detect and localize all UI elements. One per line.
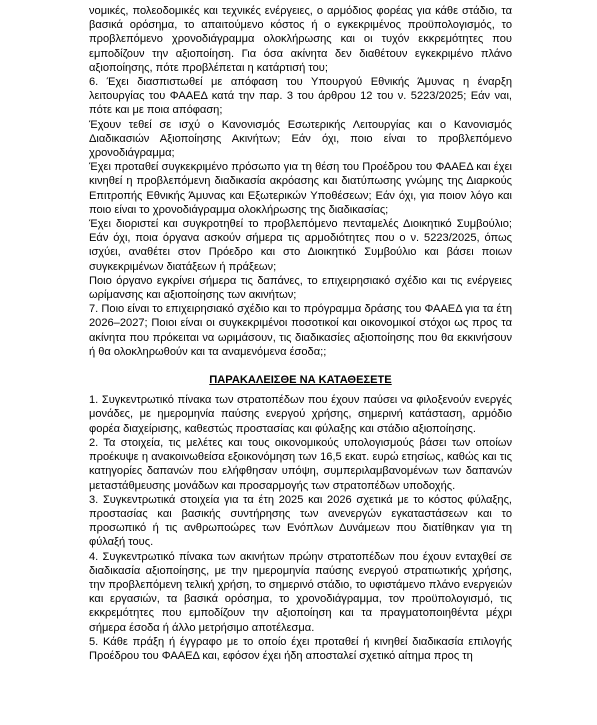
regulations-question-paragraph: Έχουν τεθεί σε ισχύ ο Κανονισμός Εσωτερικής Λειτουργίας και ο Κανονισμός Διαδικασιών Αξιοποίησης Ακινήτων; Εάν όχι, ποιο είναι το προβλεπόμενο χρονοδιάγραμμα;: [89, 118, 512, 160]
question-7-paragraph: 7. Ποιο είναι το επιχειρησιακό σχέδιο και το πρόγραμμα δράσης του ΦΑΑΕΔ για τα έτη 2026–2027; Ποιοι είναι οι συγκεκριμένοι ποσοτικοί και οικονομικοί στόχοι ως προς τα ακίνητα που πρόκειται να ωριμάσουν, τις διαδικασίες αξιοποίησης που θα εκκινήσουν ή θα ολοκληρωθούν και τα αναμενόμενα έσοδα;;: [89, 303, 512, 358]
document-page: [89, 4, 512, 663]
request-item-5: 5. Κάθε πράξη ή έγγραφο με το οποίο έχει προταθεί ή κινηθεί διαδικασία επιλογής Προέδρου του ΦΑΑΕΔ και, εφόσον έχει ήδη αποσταλεί σχετικό αίτημα προς τη: [89, 635, 512, 662]
request-item-3: 3. Συγκεντρωτικά στοιχεία για τα έτη 2025 και 2026 σχετικά με το κόστος φύλαξης, προστασίας και βασικής συντήρησης των ανενεργών εγκαταστάσεων και το προσωπικό ή τις ανθρωποώρες των Ενόπλων Δυνάμεων που διατίθηκαν για τη φύλαξή τους.: [89, 493, 512, 549]
request-item-2: 2. Τα στοιχεία, τις μελέτες και τους οικονομικούς υπολογισμούς βάσει των οποίων προέκυψε η ανακοινωθείσα εξοικονόμηση των 16,5 εκατ. ευρώ ετησίως, καθώς και τις κατηγορίες δαπανών που ελήφθησαν υπόψη, συμπεριλαμβανομένων των δαπανών μεταστάθμευσης μονάδων και προσαρμογής των στρατοπέδων υποδοχής.: [89, 436, 512, 492]
request-heading: ΠΑΡΑΚΑΛΕΙΣΘΕ ΝΑ ΚΑΤΑΘΕΣΕΤΕ: [209, 374, 392, 387]
president-question-paragraph: Έχει προταθεί συγκεκριμένο πρόσωπο για τη θέση του Προέδρου του ΦΑΑΕΔ και έχει κινηθεί η προβλεπόμενη διαδικασία ακρόασης και διατύπωσης γνώμης της Διαρκούς Επιτροπής Εθνικής Άμυνας και Εξωτερικών Υποθέσεων; Εάν όχι, για ποιον λόγο και ποιο είναι το χρονοδιάγραμμα ολοκλήρωσης της διαδικασίας;: [89, 161, 512, 216]
request-item-1: 1. Συγκεντρωτικό πίνακα των στρατοπέδων που έχουν παύσει να φιλοξενούν ενεργές μονάδες, με ημερομηνία παύσης ενεργού χρήσης, σημερινή κατάσταση, αρμόδιο φορέα διαχείρισης, καθεστώς προστασίας και φύλαξης και στάδιο αξιοποίησης.: [89, 394, 512, 435]
question-6-paragraph: 6. Έχει διασπιστωθεί με απόφαση του Υπουργού Εθνικής Άμυνας η έναρξη λειτουργίας του ΦΑΑΕΔ κατά την παρ. 3 του άρθρου 12 του ν. 5223/2025; Εάν ναι, πότε και με ποια απόφαση;: [89, 76, 512, 117]
board-question-paragraph: Έχει διοριστεί και συγκροτηθεί το προβλεπόμενο πενταμελές Διοικητικό Συμβούλιο; Εάν όχι, ποια όργανα ασκούν σήμερα τις αρμοδιότητες που ο ν. 5223/2025, όπως ισχύει, αναθέτει στον Πρόεδρο και στο Διοικητικό Συμβούλιο και βάσει ποιων συγκεκριμένων διατάξεων ή πράξεων;: [89, 218, 512, 273]
intro-paragraph-1: νομικές, πολεοδομικές και τεχνικές ενέργειες, ο αρμόδιος φορέας για κάθε στάδιο, τα βασικά ορόσημα, το απαιτούμενο κόστος ή ο εγκεκριμένος προϋπολογισμός, το προβλεπόμενο χρονοδιάγραμμα ολοκλήρωσης και οι τυχόν εκκρεμότητες που εμποδίζουν την αξιοποίηση. Για όσα ακίνητα δεν διαθέτουν εγκεκριμένο πλάνο αξιοποίησης, πότε προβλέπεται η κατάρτισή του;: [89, 5, 512, 74]
request-item-4: 4. Συγκεντρωτικό πίνακα των ακινήτων πρώην στρατοπέδων που έχουν ενταχθεί σε διαδικασία αξιοποίησης, με την ημερομηνία παύσης ενεργού στρατιωτικής χρήσης, την προβλεπόμενη τελική χρήση, το σημερινό στάδιο, το υφιστάμενο πλάνο ενεργειών και εργασιών, τα βασικά ορόσημα, το χρονοδιάγραμμα, τον προϋπολογισμό, τις εκκρεμότητες που εμποδίζουν την αξιοποίηση και τα πραγματοποιηθέντα μέχρι σήμερα έσοδα ή άλλο μετρήσιμο αποτέλεσμα.: [89, 550, 512, 634]
approval-body-question-paragraph: Ποιο όργανο εγκρίνει σήμερα τις δαπάνες, το επιχειρησιακό σχέδιο και τις ενέργειες ωρίμανσης και αξιοποίησης των ακινήτων;: [89, 274, 512, 302]
